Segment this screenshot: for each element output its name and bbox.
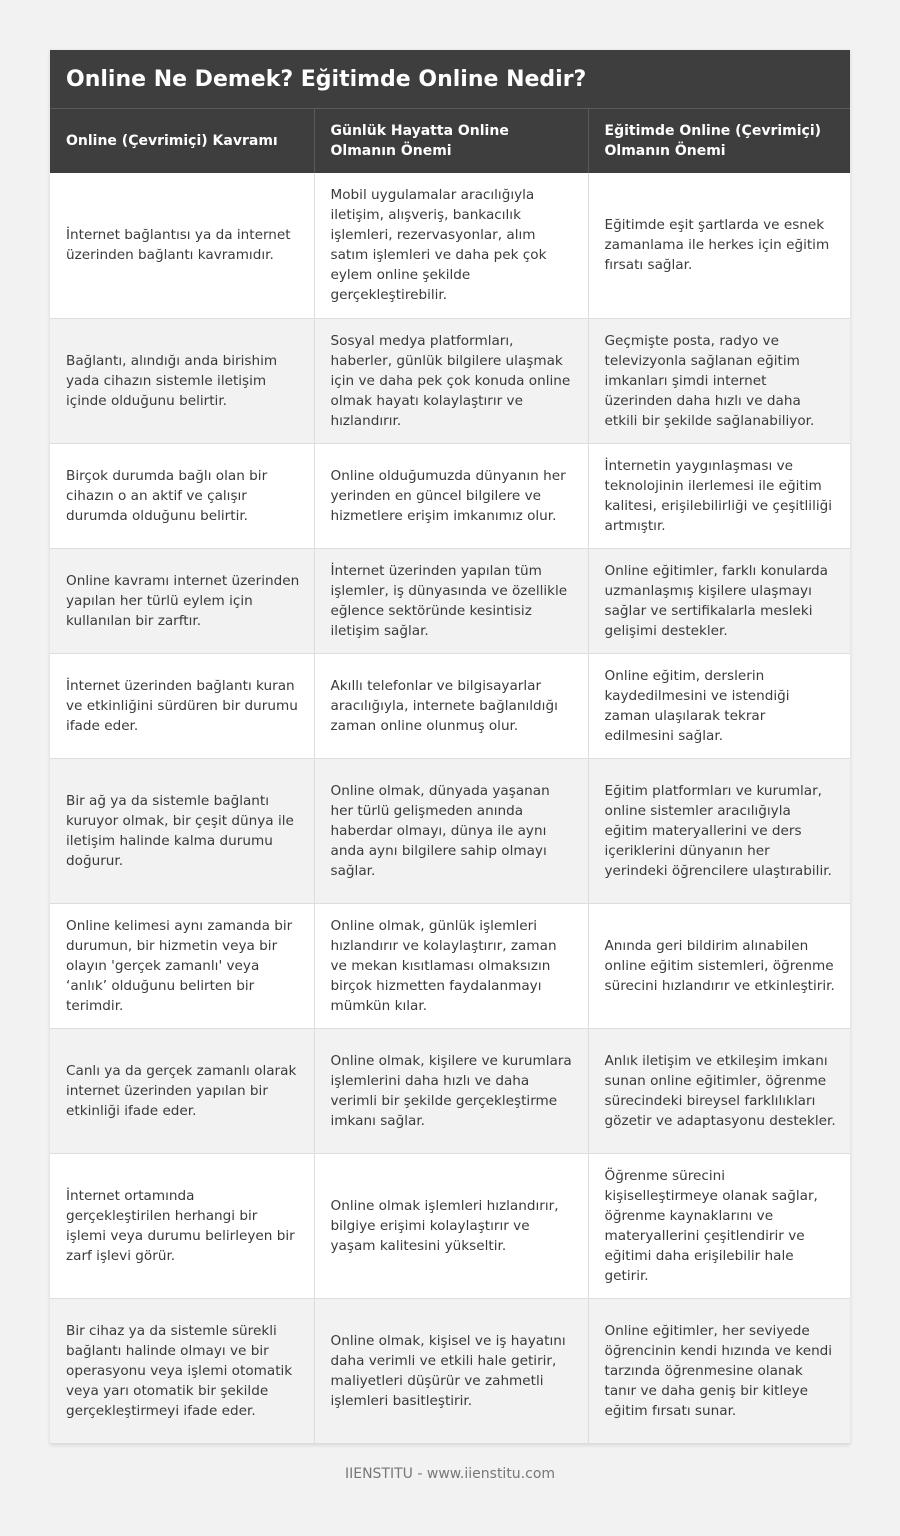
- table-row: [50, 1298, 850, 1443]
- table-cell: Online kelimesi aynı zamanda bir durumun, bir hizmetin veya bir olayın 'gerçek zamanlı' veya ‘anlık’ olduğunu belirten bir terimdir.: [50, 903, 314, 1028]
- column-header-concept: Online (Çevrimiçi) Kavramı: [50, 109, 314, 173]
- footer-credit: IIENSTITU - www.iienstitu.com: [344, 1466, 556, 1482]
- table-cell: Online olmak işlemleri hızlandırır, bilgiye erişimi kolaylaştırır ve yaşam kalitesini yükseltir.: [314, 1153, 588, 1298]
- table-cell: Akıllı telefonlar ve bilgisayarlar aracılığıyla, internete bağlanıldığı zaman online olunmuş olur.: [314, 653, 588, 758]
- table-cell: İnternet bağlantısı ya da internet üzerinden bağlantı kavramıdır.: [50, 173, 314, 318]
- table-cell: İnternetin yaygınlaşması ve teknolojinin ilerlemesi ile eğitim kalitesi, erişilebilirliği ve çeşitliliği artmıştır.: [588, 443, 850, 548]
- table-cell: Bir ağ ya da sistemle bağlantı kuruyor olmak, bir çeşit dünya ile iletişim halinde kalma durumu doğurur.: [50, 758, 314, 903]
- table-cell: İnternet üzerinden bağlantı kuran ve etkinliğini sürdüren bir durumu ifade eder.: [50, 653, 314, 758]
- comparison-card: [50, 50, 850, 1444]
- table-cell: Geçmişte posta, radyo ve televizyonla sağlanan eğitim imkanları şimdi internet üzerinden daha hızlı ve daha etkili bir şekilde sağlanabiliyor.: [588, 318, 850, 443]
- table-row: [50, 903, 850, 1028]
- table-cell: Anlık iletişim ve etkileşim imkanı sunan online eğitimler, öğrenme sürecindeki bireysel farklılıkları gözetir ve adaptasyonu destekler.: [588, 1028, 850, 1153]
- table-cell: Online olmak, günlük işlemleri hızlandırır ve kolaylaştırır, zaman ve mekan kısıtlaması olmaksızın birçok hizmetten faydalanmayı mümkün kılar.: [314, 903, 588, 1028]
- table-cell: Online olduğumuzda dünyanın her yerinden en güncel bilgilere ve hizmetlere erişim imkanımız olur.: [314, 443, 588, 548]
- table-row: [50, 653, 850, 758]
- table-row: [50, 173, 850, 318]
- table-cell: Bir cihaz ya da sistemle sürekli bağlantı halinde olmayı ve bir operasyonu veya işlemi otomatik veya yarı otomatik bir şekilde gerçekleştirmeyi ifade eder.: [50, 1298, 314, 1443]
- table-cell: Bağlantı, alındığı anda birishim yada cihazın sistemle iletişim içinde olduğunu belirtir.: [50, 318, 314, 443]
- table-cell: Online olmak, dünyada yaşanan her türlü gelişmeden anında haberdar olmayı, dünya ile aynı anda aynı bilgilere sahip olmayı sağlar.: [314, 758, 588, 903]
- table-row: [50, 758, 850, 903]
- header-row: [50, 109, 850, 173]
- table-cell: Eğitim platformları ve kurumlar, online sistemler aracılığıyla eğitim materyallerini ve ders içeriklerini dünyanın her yerindeki öğrencilere ulaştırabilir.: [588, 758, 850, 903]
- table-row: [50, 1153, 850, 1298]
- table-cell: Eğitimde eşit şartlarda ve esnek zamanlama ile herkes için eğitim fırsatı sağlar.: [588, 173, 850, 318]
- column-header-education: Eğitimde Online (Çevrimiçi) Olmanın Önemi: [588, 109, 850, 173]
- table-cell: Sosyal medya platformları, haberler, günlük bilgilere ulaşmak için ve daha pek çok konuda online olmak hayatı kolaylaştırır ve hızlandırır.: [314, 318, 588, 443]
- table-row: [50, 318, 850, 443]
- table-cell: Online eğitim, derslerin kaydedilmesini ve istendiği zaman ulaşılarak tekrar edilmesini sağlar.: [588, 653, 850, 758]
- table-cell: İnternet ortamında gerçekleştirilen herhangi bir işlemi veya durumu belirleyen bir zarf işlevi görür.: [50, 1153, 314, 1298]
- table-cell: Öğrenme sürecini kişiselleştirmeye olanak sağlar, öğrenme kaynaklarını ve materyallerini çeşitlendirir ve eğitimi daha erişilebilir hale getirir.: [588, 1153, 850, 1298]
- table-cell: Online olmak, kişilere ve kurumlara işlemlerini daha hızlı ve daha verimli bir şekilde gerçekleştirme imkanı sağlar.: [314, 1028, 588, 1153]
- table-cell: Online eğitimler, her seviyede öğrencinin kendi hızında ve kendi tarzında öğrenmesine olanak tanır ve daha geniş bir kitleye eğitim fırsatı sunar.: [588, 1298, 850, 1443]
- table-cell: Online kavramı internet üzerinden yapılan her türlü eylem için kullanılan bir zarftır.: [50, 548, 314, 653]
- table-cell: Online olmak, kişisel ve iş hayatını daha verimli ve etkili hale getirir, maliyetleri düşürür ve zahmetli işlemleri basitleştirir.: [314, 1298, 588, 1443]
- table-cell: Online eğitimler, farklı konularda uzmanlaşmış kişilere ulaşmayı sağlar ve sertifikalarla mesleki gelişimi destekler.: [588, 548, 850, 653]
- table-cell: Birçok durumda bağlı olan bir cihazın o an aktif ve çalışır durumda olduğunu belirtir.: [50, 443, 314, 548]
- table-cell: Mobil uygulamalar aracılığıyla iletişim, alışveriş, bankacılık işlemleri, rezervasyonlar, alım satım işlemleri ve daha pek çok eylem online şekilde gerçekleştirebilir.: [314, 173, 588, 318]
- column-header-daily-life: Günlük Hayatta Online Olmanın Önemi: [314, 109, 588, 173]
- table-row: [50, 1028, 850, 1153]
- table-cell: Anında geri bildirim alınabilen online eğitim sistemleri, öğrenme sürecini hızlandırır ve etkinleştirir.: [588, 903, 850, 1028]
- table-row: [50, 548, 850, 653]
- table-cell: İnternet üzerinden yapılan tüm işlemler, iş dünyasında ve özellikle eğlence sektöründe kesintisiz iletişim sağlar.: [314, 548, 588, 653]
- table-cell: Canlı ya da gerçek zamanlı olarak internet üzerinden yapılan bir etkinliği ifade eder.: [50, 1028, 314, 1153]
- table-title: Online Ne Demek? Eğitimde Online Nedir?: [50, 50, 850, 109]
- comparison-table: [50, 109, 850, 1444]
- table-row: [50, 443, 850, 548]
